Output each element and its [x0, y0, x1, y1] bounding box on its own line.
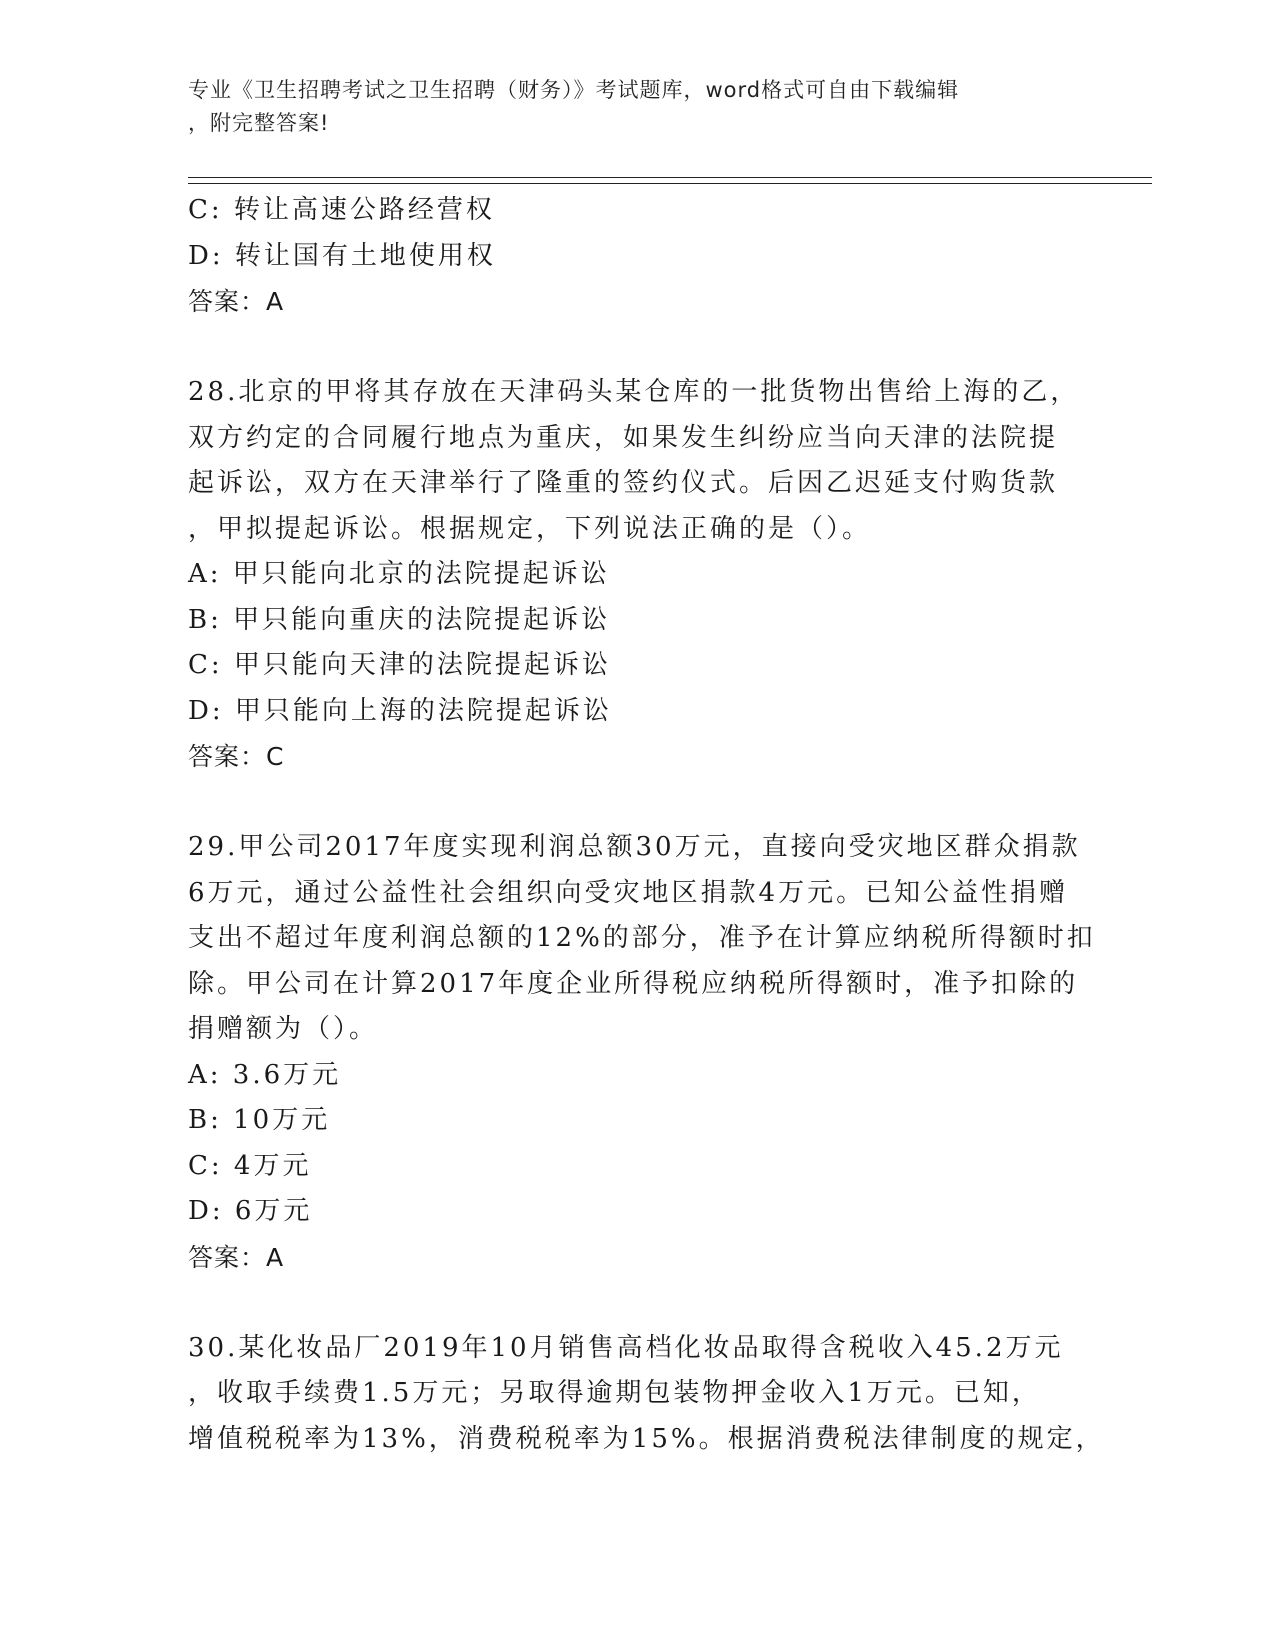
option-c: C: 甲只能向天津的法院提起诉讼	[188, 650, 611, 680]
question-stem-line: ，收取手续费1.5万元；另取得逾期包装物押金收入1万元。已知，	[188, 1378, 1041, 1408]
answer: 答案：C	[188, 742, 285, 771]
header-divider-top	[188, 177, 1152, 178]
question-stem-line: 除。甲公司在计算2017年度企业所得税应纳税所得额时，准予扣除的	[188, 968, 1079, 999]
option-d: D: 转让国有土地使用权	[188, 240, 496, 271]
question-stem-line: 起诉讼，双方在天津举行了隆重的签约仪式。后因乙迟延支付购货款	[188, 468, 1059, 498]
question-stem-line: 捐赠额为（）。	[188, 1014, 379, 1044]
spacer	[188, 325, 1088, 371]
option-a: A: 甲只能向北京的法院提起诉讼	[188, 559, 610, 589]
question-27-tail	[188, 188, 1088, 325]
option-b: B: 10万元	[188, 1105, 331, 1135]
option-d: D: 6万元	[188, 1196, 313, 1226]
question-stem-line: ，甲拟提起诉讼。根据规定，下列说法正确的是（）。	[188, 513, 872, 544]
answer: 答案：A	[188, 287, 285, 316]
option-a: A: 3.6万元	[188, 1059, 342, 1090]
header-line-1: 专业《卫生招聘考试之卫生招聘（财务）》考试题库，word格式可自由下载编辑	[188, 78, 960, 102]
question-29	[188, 825, 1096, 1280]
question-stem-line: 支出不超过年度利润总额的12%的部分，准予在计算应纳税所得额时扣	[188, 923, 1096, 953]
question-stem-line: 增值税税率为13%，消费税税率为15%。根据消费税法律制度的规定，	[188, 1423, 1105, 1454]
spacer	[188, 1280, 1088, 1326]
question-stem-line: 6万元，通过公益性社会组织向受灾地区捐款4万元。已知公益性捐赠	[188, 877, 1069, 908]
question-28	[188, 370, 1088, 780]
option-c: C: 4万元	[188, 1150, 312, 1181]
header-line-2: ，附完整答案!	[188, 111, 330, 135]
option-d: D: 甲只能向上海的法院提起诉讼	[188, 695, 612, 726]
question-stem-line: 29.甲公司2017年度实现利润总额30万元，直接向受灾地区群众捐款	[188, 832, 1081, 862]
question-stem-line: 30.某化妆品厂2019年10月销售高档化妆品取得含税收入45.2万元	[188, 1332, 1064, 1363]
document-body	[188, 188, 1105, 1462]
option-b: B: 甲只能向重庆的法院提起诉讼	[188, 604, 611, 635]
question-30	[188, 1326, 1105, 1463]
spacer	[188, 780, 1088, 826]
document-header	[188, 74, 1068, 140]
header-divider-bottom	[188, 183, 1152, 184]
answer: 答案：A	[188, 1242, 285, 1272]
question-stem-line: 双方约定的合同履行地点为重庆，如果发生纠纷应当向天津的法院提	[188, 422, 1059, 453]
question-stem-line: 28.北京的甲将其存放在天津码头某仓库的一批货物出售给上海的乙，	[188, 377, 1080, 407]
option-c: C: 转让高速公路经营权	[188, 195, 495, 225]
